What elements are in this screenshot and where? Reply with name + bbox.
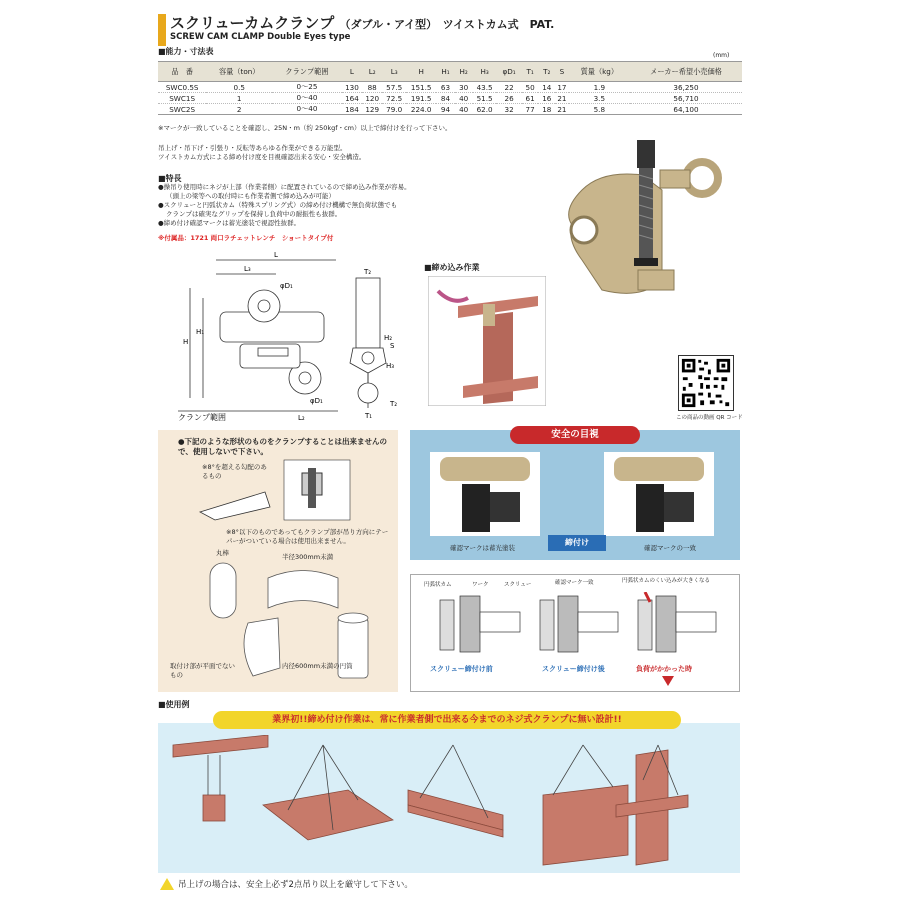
table-cell: 22 [496,82,521,93]
table-cell: 1.9 [569,82,630,93]
dim-L: L [274,251,278,259]
spec-col-1: 容量（ton） [206,62,272,82]
taper-shape [282,458,352,528]
table-cell: 16 [538,93,555,104]
dim-H1: H₁ [196,328,205,336]
tighten-arrow: 締付け [548,535,606,551]
spec-col-14: 質量（kg） [569,62,630,82]
tighten-title: ■締め込み作業 [424,263,480,272]
feature-line-3: ●スクリューと円弧状カム（特殊スプリング式）の締め付け機構で無負荷状態でも [158,201,398,209]
page-subtitle: SCREW CAM CLAMP Double Eyes type [170,32,351,42]
before-label: スクリュー締付け前 [430,665,493,673]
table-cell: 32 [496,104,521,115]
table-cell: 30 [455,82,473,93]
feature-line-1: ●操吊り使用時にネジが上部（作業者側）に配置されているので締め込み作業が容易。 [158,183,411,191]
spec-col-4: L₂ [362,62,382,82]
dim-T1: T₁ [365,412,373,420]
qr-label: この商品の動画 QR コード [676,415,743,421]
spec-col-8: H₂ [455,62,473,82]
table-cell: 191.5 [406,93,436,104]
spec-col-2: クランプ範囲 [272,62,342,82]
table-cell: 0.5 [206,82,272,93]
dim-D1-bottom: φD₁ [310,397,323,405]
safety-right-caption: 確認マークの一致 [644,544,696,552]
round-bar-label: 丸棒 [216,549,229,557]
spec-col-9: H₃ [473,62,497,82]
spec-footnote: ※マークが一致していることを確認し、25N・m（約 250kgf・cm）以上で締付けを行って下さい。 [158,124,452,132]
qr-code[interactable] [678,355,734,411]
table-cell: 72.5 [382,93,406,104]
dimension-drawing [158,248,408,428]
table-cell: 21 [555,104,569,115]
table-cell: 77 [522,104,539,115]
table-cell: 224.0 [406,104,436,115]
table-cell: 50 [522,82,539,93]
spec-col-11: T₁ [522,62,539,82]
pipe600-label: 内径600mm未満の円筒 [282,662,353,670]
table-cell: 14 [538,82,555,93]
table-cell: 151.5 [406,82,436,93]
spec-table [158,61,742,115]
dim-H: H [183,338,189,346]
spec-col-10: φD₁ [496,62,521,82]
screw-label: スクリュー [504,582,532,588]
dim-S: S [390,342,395,350]
table-cell: 3.5 [569,93,630,104]
dim-H3: H₃ [386,362,395,370]
footer-warning: 吊上げの場合は、安全上必ず2点吊り以上を厳守して下さい。 [178,880,413,890]
table-cell: 40 [455,93,473,104]
cam-label: 円弧状カム [424,582,452,588]
feature-line-5: ●締め付け確認マークは蓄光塗装で視認性抜群。 [158,219,301,227]
unit-label: (mm) [713,52,730,59]
table-cell: 18 [538,104,555,115]
slope-shape [195,482,275,522]
table-cell: 184 [342,104,362,115]
feature-line-2: （頭上の梁等への取付時にも作業者側で締め込みが可能） [166,192,335,200]
table-cell: 61 [522,93,539,104]
table-cell: 40 [455,104,473,115]
table-cell: 1 [206,93,272,104]
after-label: スクリュー締付け後 [542,665,605,673]
over8-label: ※8°を超える勾配のあるもの [202,463,267,480]
loaded-label: 負荷がかかった時 [636,665,692,673]
safety-before-image [430,452,540,536]
dim-T2-top: T₂ [364,268,372,276]
table-row [158,104,742,115]
description-line-2: ツイストカム方式による締め付け度を目視確認出来る安心・安全構造。 [158,153,366,161]
table-cell: SWC2S [158,104,206,115]
table-cell: 0〜25 [272,82,342,93]
usage-title: ■使用例 [158,700,190,709]
table-cell: 88 [362,82,382,93]
dim-T2-bottom: T₂ [390,400,398,408]
table-cell: 129 [362,104,382,115]
spec-col-15: メーカー希望小売価格 [630,62,742,82]
title-accent-bar [158,14,166,46]
table-cell: 51.5 [473,93,497,104]
table-cell: 26 [496,93,521,104]
table-cell: 56,710 [630,93,742,104]
dim-L2: L₂ [298,414,305,422]
table-cell: 63 [436,82,454,93]
usage-banner: 業界初!!締め付け作業は、常に作業者側で出来る今までのネジ式クランプに無い設計!! [213,711,681,729]
table-cell: 64,100 [630,104,742,115]
description-line-1: 吊上げ・吊下げ・引張り・反転等あらゆる作業ができる万能型。 [158,144,347,152]
spec-col-0: 品 番 [158,62,206,82]
radius300-label: 半径300mm未満 [282,553,334,561]
spec-col-7: H₁ [436,62,454,82]
table-cell: 79.0 [382,104,406,115]
table-cell: SWC0.5S [158,82,206,93]
usage-examples [158,735,740,871]
table-cell: 0〜40 [272,93,342,104]
prohibited-title: ●下記のような形状のものをクランプすることは出来ませんので、使用しないで下さい。 [178,437,388,456]
table-row [158,82,742,93]
table-cell: 84 [436,93,454,104]
table-cell: 43.5 [473,82,497,93]
work-label-1: ワーク [472,582,489,588]
taper-note: ※8°以下のものであってもクランプ部が吊り方向にテーパーがついている場合は使用出来ません。 [226,528,389,545]
product-photo [542,130,732,320]
dim-L3: L₃ [244,265,251,273]
table-cell: 2 [206,104,272,115]
spec-col-13: S [555,62,569,82]
table-cell: 17 [555,82,569,93]
table-cell: 94 [436,104,454,115]
table-cell: 36,250 [630,82,742,93]
spec-header-row [158,62,742,82]
spec-col-6: H [406,62,436,82]
not-flat-label: 取付け部が平面でないもの [170,662,235,679]
safety-after-image [604,452,714,536]
warning-icon [160,878,174,890]
spec-section-title: ■能力・寸法表 [158,47,214,56]
tighten-illustration [428,276,546,406]
features-title: ■特長 [158,174,182,183]
table-cell: SWC1S [158,93,206,104]
table-row [158,93,742,104]
spec-col-3: L [342,62,362,82]
dim-H2: H₂ [384,334,393,342]
feature-line-4: クランプは確実なグリップを保持し負荷中の耐振性も抜群。 [166,210,342,218]
table-cell: 57.5 [382,82,406,93]
accessory-note: ※付属品：1721 両口ラチェットレンチ ショートタイプ付 [158,234,334,242]
dim-D1-top: φD₁ [280,282,293,290]
safety-left-caption: 確認マークは蓄光塗装 [450,544,515,552]
table-cell: 120 [362,93,382,104]
mark-match-label: 確認マーク一致 [555,580,594,586]
safety-title: 安全の目視 [510,426,640,444]
table-cell: 130 [342,82,362,93]
spec-col-12: T₂ [538,62,555,82]
table-cell: 164 [342,93,362,104]
table-cell: 62.0 [473,104,497,115]
down-arrow-icon [662,676,674,686]
table-cell: 0〜40 [272,104,342,115]
page-title: スクリューカムクランプ （ダブル・アイ型） ツイストカム式 PAT. [170,14,555,32]
clamp-range-label: クランプ範囲 [178,413,226,422]
mechanism-diagrams [420,592,736,658]
table-cell: 5.8 [569,104,630,115]
spec-col-5: L₃ [382,62,406,82]
bite-label: 円弧状カムのくい込みが大きくなる [622,578,711,584]
table-cell: 21 [555,93,569,104]
